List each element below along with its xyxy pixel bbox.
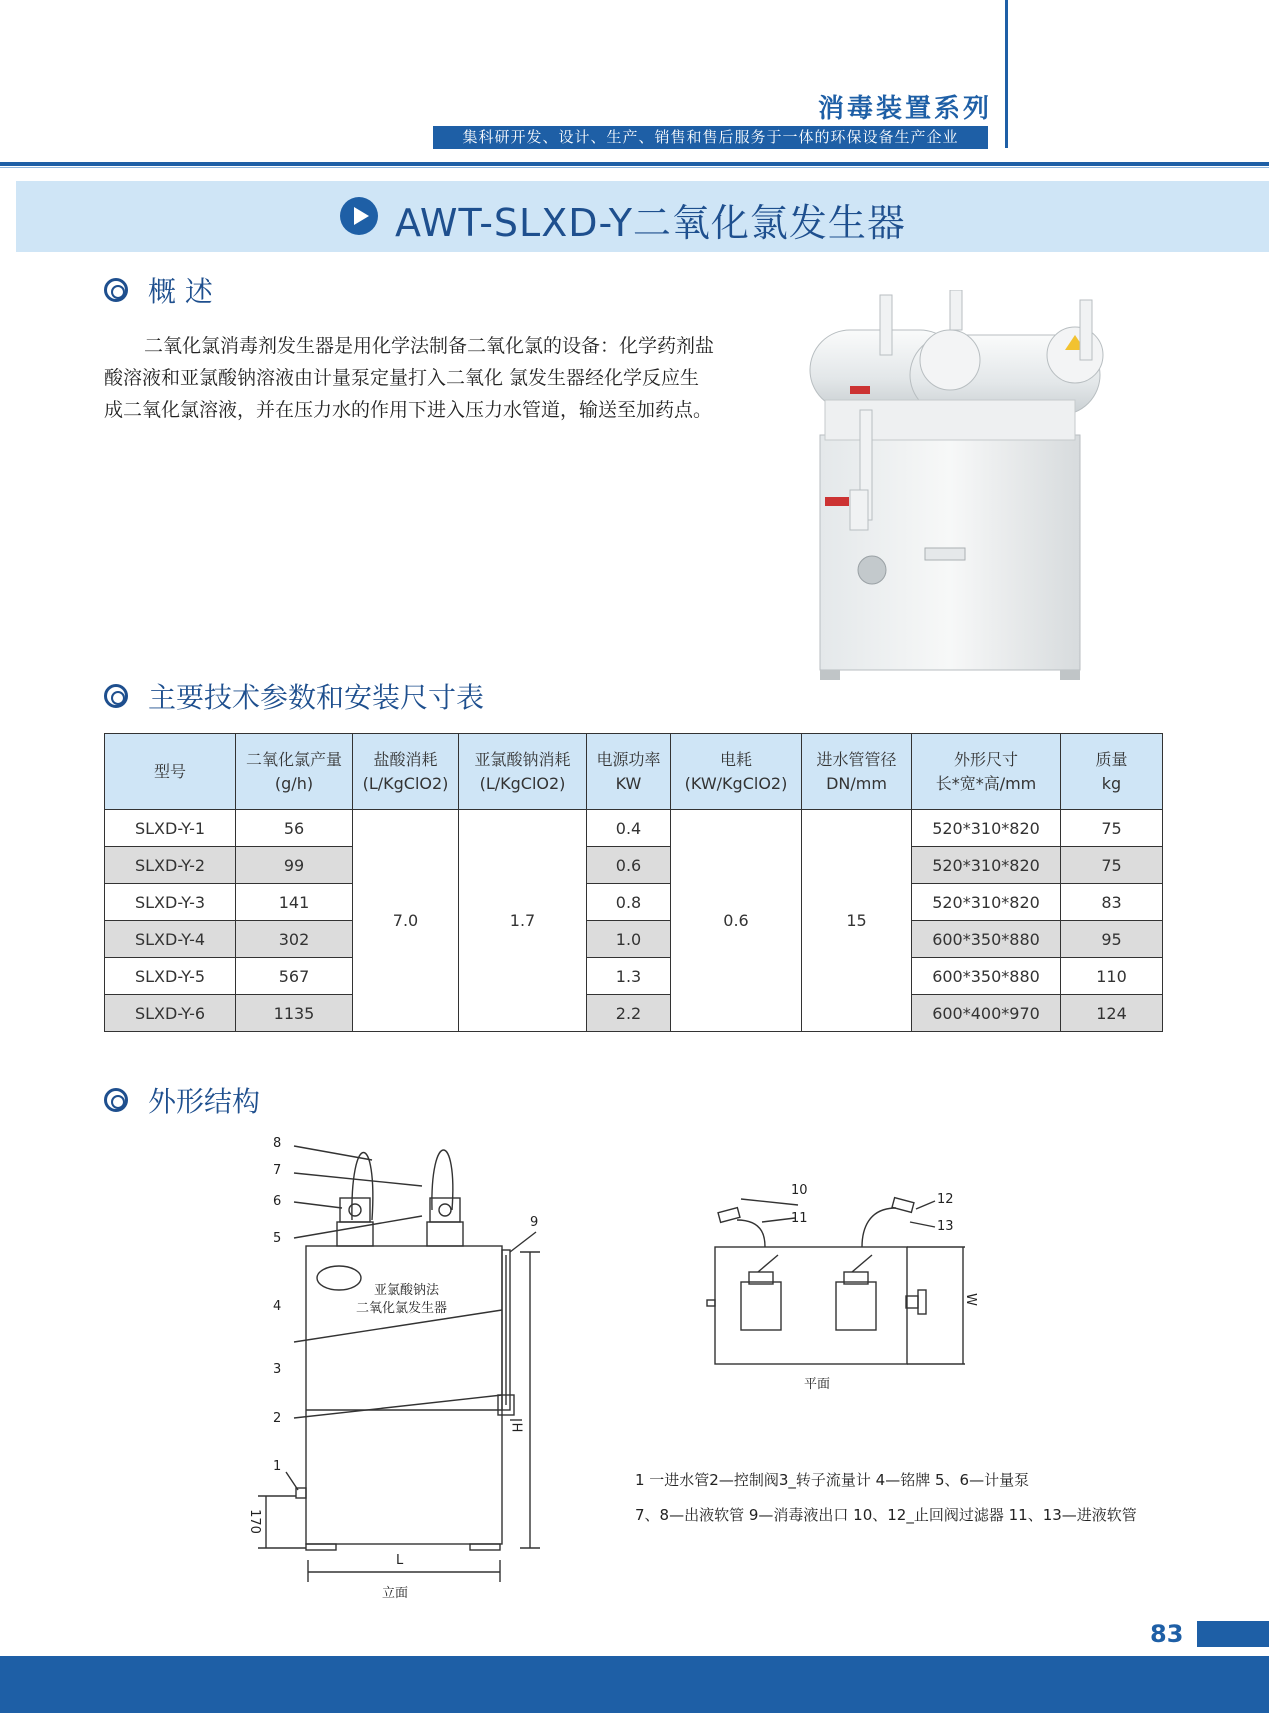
callout-7: 7 (273, 1163, 282, 1178)
front-view-label: 立面 (382, 1586, 409, 1601)
callout-2: 2 (273, 1411, 282, 1426)
cell-output: 302 (236, 921, 353, 958)
cell-model: SLXD-Y-3 (105, 884, 236, 921)
table-row (105, 810, 1163, 847)
col-header: 进水管管径 DN/mm (802, 734, 912, 810)
cell-model: SLXD-Y-6 (105, 995, 236, 1032)
page-title: AWT-SLXD-Y二氧化氯发生器 (395, 201, 906, 245)
table-row (105, 847, 1163, 884)
cell-model: SLXD-Y-4 (105, 921, 236, 958)
cell-mass: 83 (1061, 884, 1163, 921)
table-row (105, 921, 1163, 958)
col-header: 亚氯酸钠消耗 (L/KgClO2) (459, 734, 587, 810)
callout-9: 9 (530, 1215, 539, 1230)
cell-model: SLXD-Y-2 (105, 847, 236, 884)
cell-size: 520*310*820 (912, 810, 1061, 847)
plan-view-label: 平面 (804, 1377, 831, 1392)
cell-energy: 0.6 (671, 810, 802, 1032)
cell-pipe: 15 (802, 810, 912, 1032)
callout-12: 12 (937, 1192, 954, 1207)
structure-heading (104, 1080, 260, 1120)
header-rule-thin (0, 167, 1269, 168)
callout-8: 8 (273, 1136, 282, 1151)
cell-output: 56 (236, 810, 353, 847)
col-header: 二氧化氯产量 (g/h) (236, 734, 353, 810)
callout-6: 6 (273, 1194, 282, 1209)
header-rule (0, 162, 1269, 166)
callout-11: 11 (791, 1211, 808, 1226)
cell-naclo2: 1.7 (459, 810, 587, 1032)
bullseye-icon (104, 684, 128, 708)
cell-size: 520*310*820 (912, 884, 1061, 921)
cell-size: 600*350*880 (912, 921, 1061, 958)
col-header: 外形尺寸 长*宽*高/mm (912, 734, 1061, 810)
page-number-bar (1197, 1621, 1269, 1647)
page-number: 83 (1150, 1620, 1184, 1648)
bullseye-icon (104, 278, 128, 302)
table-header-row (105, 734, 1163, 810)
cell-power: 0.8 (587, 884, 671, 921)
col-header: 盐酸消耗 (L/KgClO2) (353, 734, 459, 810)
cell-output: 99 (236, 847, 353, 884)
specs-heading-text: 主要技术参数和安装尺寸表 (148, 681, 485, 714)
header-divider (1005, 0, 1008, 148)
cell-power: 0.6 (587, 847, 671, 884)
cell-mass: 75 (1061, 847, 1163, 884)
cell-model: SLXD-Y-5 (105, 958, 236, 995)
callout-4: 4 (273, 1299, 282, 1314)
table-row (105, 884, 1163, 921)
cell-mass: 110 (1061, 958, 1163, 995)
overview-text: 二氧化氯消毒剂发生器是用化学法制备二氧化氯的设备：化学药剂盐酸溶液和亚氯酸钠溶液由计量泵定量打入二氧化 氯发生器经化学反应生成二氧化氯溶液，并在压力水的作用下进入压力水管道，输送至加药点。 (104, 335, 715, 421)
cell-size: 600*400*970 (912, 995, 1061, 1032)
cell-model: SLXD-Y-1 (105, 810, 236, 847)
callout-5: 5 (273, 1231, 282, 1246)
col-header: 电源功率 KW (587, 734, 671, 810)
cell-mass: 75 (1061, 810, 1163, 847)
dim-W: W (962, 1293, 978, 1306)
cell-mass: 124 (1061, 995, 1163, 1032)
dim-H: H (511, 1422, 527, 1433)
cell-output: 141 (236, 884, 353, 921)
play-icon (340, 197, 378, 235)
callout-10: 10 (791, 1183, 808, 1198)
cell-power: 1.0 (587, 921, 671, 958)
cell-size: 520*310*820 (912, 847, 1061, 884)
spec-table (104, 733, 1163, 1032)
legend-line-1: 1 一进水管2—控制阀3_转子流量计 4—铭牌 5、6—计量泵 (635, 1471, 1030, 1489)
specs-heading (104, 676, 484, 716)
cell-output: 567 (236, 958, 353, 995)
overview-heading (104, 270, 213, 310)
dim-170: 170 (246, 1509, 262, 1534)
callout-13: 13 (937, 1219, 954, 1234)
overview-heading-text: 概 述 (148, 275, 213, 308)
col-header: 型号 (105, 734, 236, 810)
table-row (105, 995, 1163, 1032)
company-slogan: 集科研开发、设计、生产、销售和售后服务于一体的环保设备生产企业 (433, 126, 988, 149)
legend-line-2: 7、8—出液软管 9—消毒液出口 10、12_止回阀过滤器 11、13—进液软管 (635, 1506, 1137, 1524)
cell-hcl: 7.0 (353, 810, 459, 1032)
col-header: 电耗 (KW/KgClO2) (671, 734, 802, 810)
footer-band (0, 1656, 1269, 1713)
callout-1: 1 (273, 1459, 282, 1474)
structure-heading-text: 外形结构 (148, 1085, 261, 1118)
nameplate-line2: 二氧化氯发生器 (356, 1301, 448, 1316)
cell-mass: 95 (1061, 921, 1163, 958)
bullseye-icon (104, 1088, 128, 1112)
col-header: 质量 kg (1061, 734, 1163, 810)
cell-power: 2.2 (587, 995, 671, 1032)
cell-size: 600*350*880 (912, 958, 1061, 995)
product-photo (790, 290, 1115, 690)
table-row (105, 958, 1163, 995)
nameplate-line1: 亚氯酸钠法 (374, 1283, 440, 1298)
cell-power: 0.4 (587, 810, 671, 847)
callout-3: 3 (273, 1362, 282, 1377)
dim-L: L (396, 1553, 404, 1568)
cell-output: 1135 (236, 995, 353, 1032)
cell-power: 1.3 (587, 958, 671, 995)
series-title: 消毒装置系列 (817, 94, 992, 124)
